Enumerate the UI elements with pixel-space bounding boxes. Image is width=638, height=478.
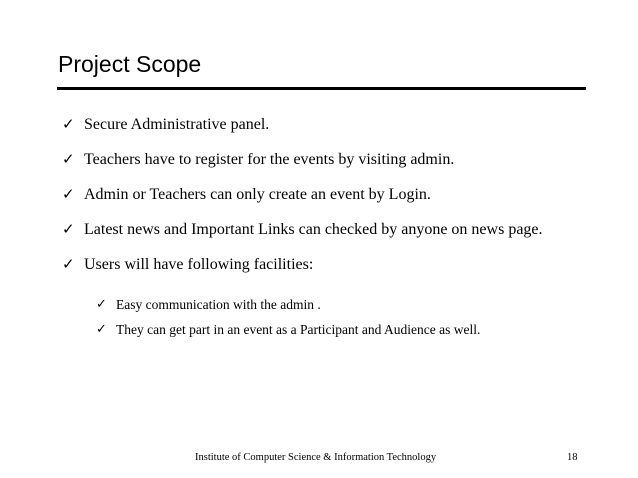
page-number: 18: [567, 452, 578, 463]
list-item: [62, 255, 582, 274]
bullet-text: Admin or Teachers can only create an event by Login.: [84, 186, 431, 203]
list-item: [96, 321, 566, 338]
checkmark-icon: ✓: [96, 322, 107, 337]
checkmark-icon: ✓: [62, 150, 75, 168]
bullet-text: Users will have following facilities:: [84, 256, 314, 273]
bullet-text: Latest news and Important Links can checked by anyone on news page.: [84, 221, 543, 238]
checkmark-icon: ✓: [62, 115, 75, 133]
checkmark-icon: ✓: [96, 297, 107, 312]
list-item: [62, 185, 582, 204]
list-item: [62, 150, 582, 169]
bullet-list: [62, 115, 582, 290]
sub-bullet-text: They can get part in an event as a Participant and Audience as well.: [116, 322, 481, 337]
list-item: [62, 220, 582, 239]
title-underline: [57, 87, 586, 90]
footer-text: Institute of Computer Science & Information Technology: [195, 452, 437, 463]
sub-bullet-text: Easy communication with the admin .: [116, 297, 321, 312]
checkmark-icon: ✓: [62, 220, 75, 238]
bullet-text: Secure Administrative panel.: [84, 116, 270, 133]
sub-bullet-list: [96, 296, 566, 346]
list-item: [62, 115, 582, 134]
slide-title: Project Scope: [58, 51, 202, 77]
list-item: [96, 296, 566, 313]
bullet-text: Teachers have to register for the events by visiting admin.: [84, 151, 455, 168]
checkmark-icon: ✓: [62, 255, 75, 273]
checkmark-icon: ✓: [62, 185, 75, 203]
